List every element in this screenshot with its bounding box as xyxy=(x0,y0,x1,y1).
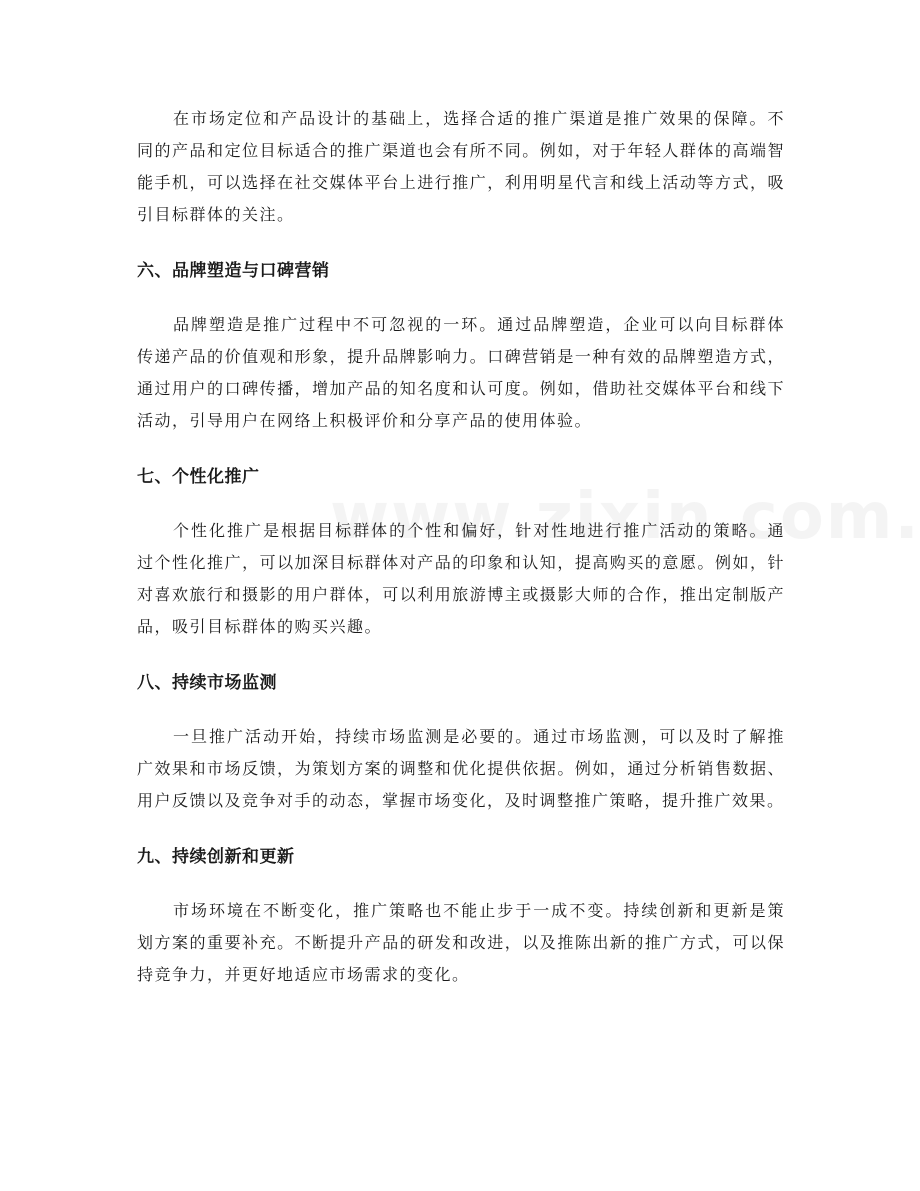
heading-brand-building: 六、品牌塑造与口碑营销 xyxy=(137,261,330,281)
paragraph-brand-building: 品牌塑造是推广过程中不可忽视的一环。通过品牌塑造，企业可以向目标群体传递产品的价值观和形象，提升品牌影响力。口碑营销是一种有效的品牌塑造方式，通过用户的口碑传播，增加产品的知名度和认可度。例如，借助社交媒体平台和线下活动，引导用户在网络上积极评价和分享产品的使用体验。 xyxy=(137,315,785,430)
paragraph-channels: 在市场定位和产品设计的基础上，选择合适的推广渠道是推广效果的保障。不同的产品和定位目标适合的推广渠道也会有所不同。例如，对于年轻人群体的高端智能手机，可以选择在社交媒体平台上进行推广，利用明星代言和线上活动等方式，吸引目标群体的关注。 xyxy=(137,109,785,224)
heading-market-monitoring: 八、持续市场监测 xyxy=(137,673,277,693)
heading-innovation: 九、持续创新和更新 xyxy=(137,847,295,867)
paragraph-innovation: 市场环境在不断变化，推广策略也不能止步于一成不变。持续创新和更新是策划方案的重要补充。不断提升产品的研发和改进，以及推陈出新的推广方式，可以保持竞争力，并更好地适应市场需求的变化。 xyxy=(137,901,785,984)
heading-personalized-promotion: 七、个性化推广 xyxy=(137,467,260,487)
paragraph-personalized-promotion: 个性化推广是根据目标群体的个性和偏好，针对性地进行推广活动的策略。通过个性化推广，可以加深目标群体对产品的印象和认知，提高购买的意愿。例如，针对喜欢旅行和摄影的用户群体，可以利用旅游博主或摄影大师的合作，推出定制版产品，吸引目标群体的购买兴趣。 xyxy=(137,521,785,636)
paragraph-market-monitoring: 一旦推广活动开始，持续市场监测是必要的。通过市场监测，可以及时了解推广效果和市场反馈，为策划方案的调整和优化提供依据。例如，通过分析销售数据、用户反馈以及竞争对手的动态，掌握市场变化，及时调整推广策略，提升推广效果。 xyxy=(137,727,785,810)
document-body xyxy=(137,103,785,991)
